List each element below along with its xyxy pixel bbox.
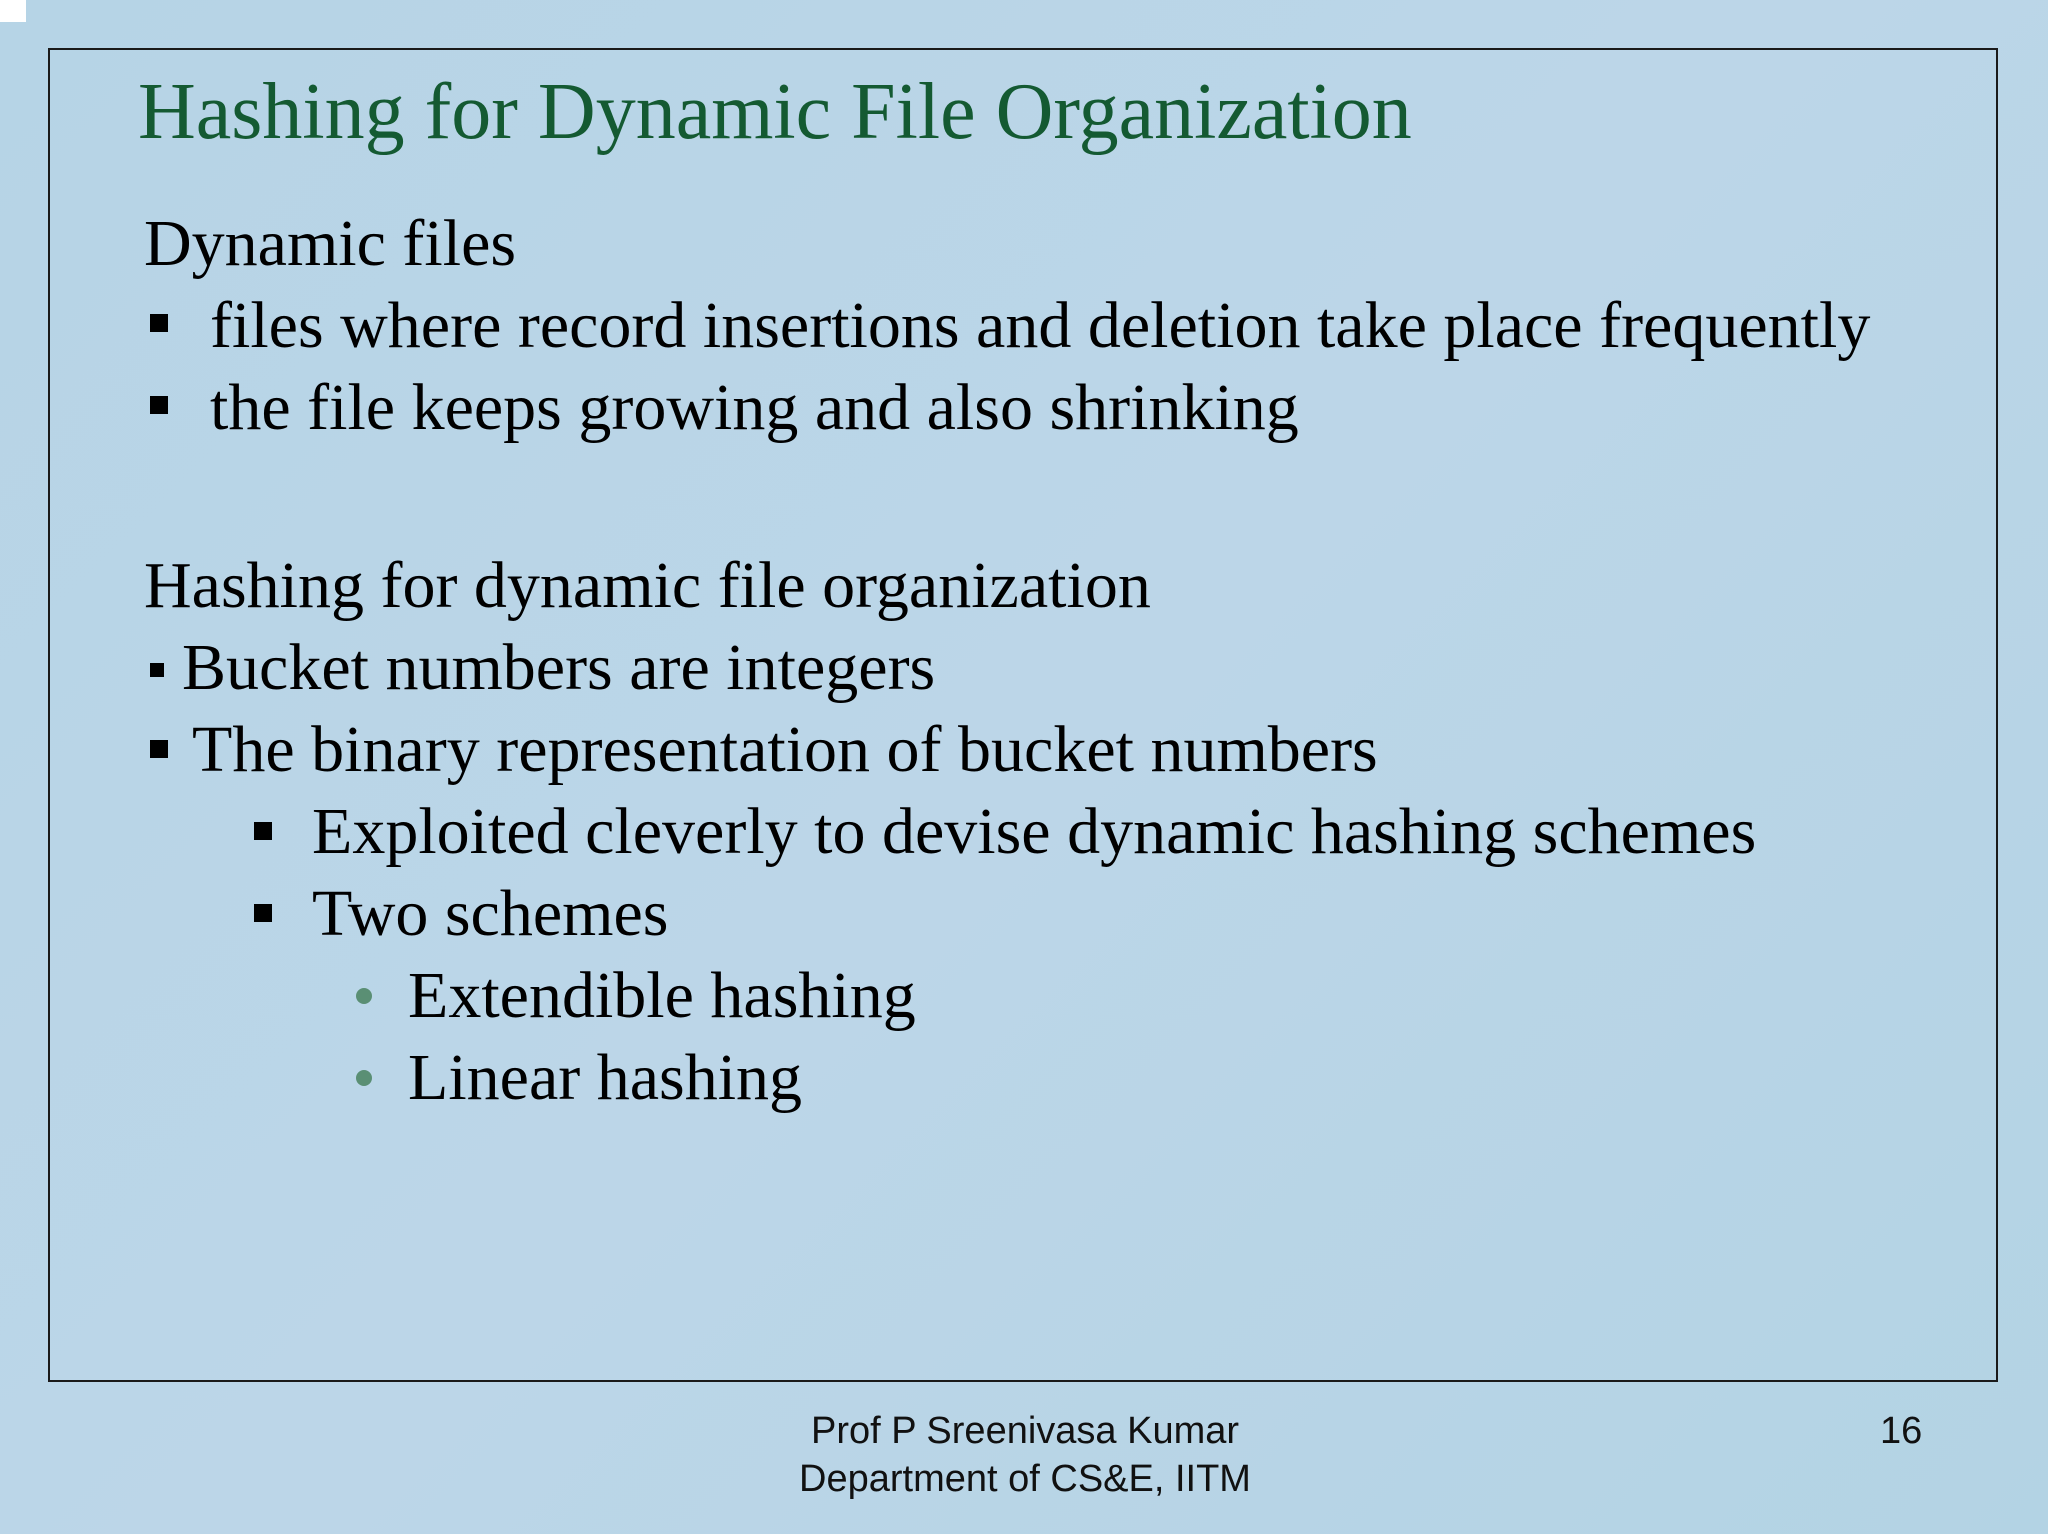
square-bullet-icon [254, 822, 272, 840]
slide-footer [680, 1407, 1370, 1503]
bullet-text: the file keeps growing and also shrinking [210, 371, 1299, 444]
square-bullet-icon [254, 904, 272, 922]
bullet-text: files where record insertions and deletion take place frequently [210, 289, 1871, 362]
footer-department: Department of CS&E, IITM [799, 1458, 1251, 1500]
sub-bullet-text: Exploited cleverly to devise dynamic hashing schemes [312, 795, 1757, 868]
footer-author: Prof P Sreenivasa Kumar [810, 1410, 1240, 1452]
slide-title: Hashing for Dynamic File Organization [138, 68, 1412, 156]
corner-mark [0, 0, 26, 22]
page-number: 16 [1880, 1410, 1923, 1452]
sub-sub-bullet-text: Linear hashing [408, 1041, 803, 1114]
bullet-text: The binary representation of bucket numbers [192, 713, 1378, 786]
section-heading-hashing: Hashing for dynamic file organization [144, 549, 1151, 622]
sub-sub-bullet-text: Extendible hashing [408, 959, 916, 1032]
square-bullet-icon [150, 663, 164, 677]
section-heading-dynamic-files: Dynamic files [144, 207, 517, 280]
round-bullet-icon [356, 1070, 372, 1086]
round-bullet-icon [356, 988, 372, 1004]
square-bullet-icon [150, 740, 168, 758]
square-bullet-icon [150, 314, 168, 332]
square-bullet-icon [150, 396, 168, 414]
sub-bullet-text: Two schemes [312, 877, 669, 950]
bullet-text: Bucket numbers are integers [182, 631, 936, 704]
